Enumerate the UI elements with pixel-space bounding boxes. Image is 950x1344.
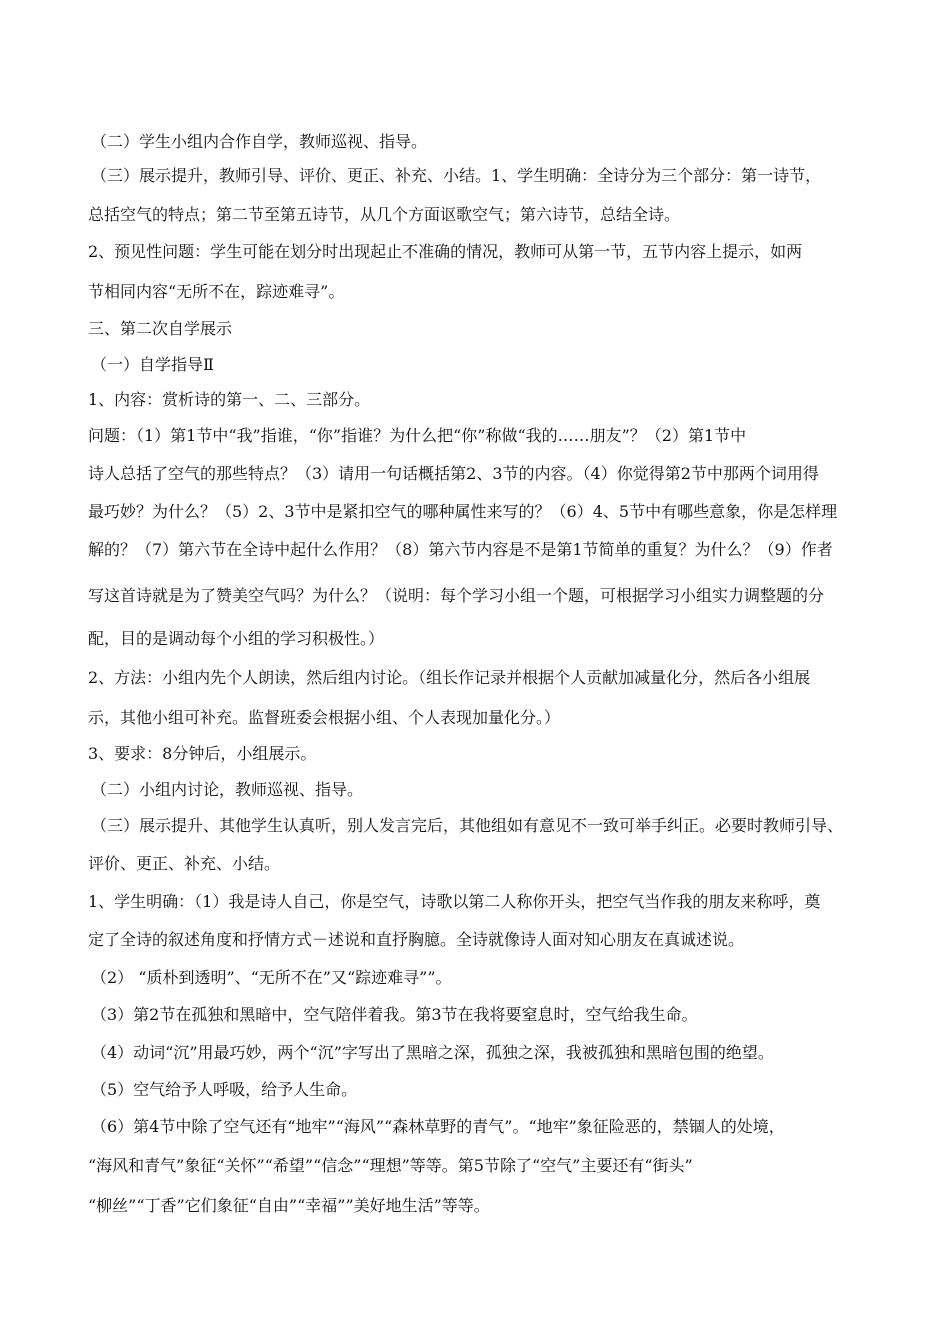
text-line: “柳丝”“丁香”它们象征“自由”“幸福””美好地生活”等等。 xyxy=(88,1196,490,1215)
section-heading: 三、第二次自学展示 xyxy=(88,319,233,338)
text-line: 2、预见性问题：学生可能在划分时出现起止不准确的情况，教师可从第一节，五节内容上提示，如两 xyxy=(88,242,803,261)
text-line: 配，目的是调动每个小组的学习积极性。） xyxy=(88,629,385,648)
text-line: 定了全诗的叙述角度和抒情方式－述说和直抒胸臆。全诗就像诗人面对知心朋友在真诚述说。 xyxy=(88,930,745,949)
text-line: 示，其他小组可补充。监督班委会根据小组、个人表现加量化分。） xyxy=(88,708,561,727)
text-line: （4）动词“沉”用最巧妙，两个“沉”字写出了黑暗之深，孤独之深，我被孤独和黑暗包围的绝望。 xyxy=(91,1043,774,1062)
text-line: 解的？（7）第六节在全诗中起什么作用？（8）第六节内容是不是第1节简单的重复？为什么？（9）作者 xyxy=(88,540,833,559)
text-line: （三）展示提升，教师引导、评价、更正、补充、小结。1、学生明确：全诗分为三个部分：第一诗节， xyxy=(91,166,822,185)
subsection-heading: （三）展示提升、其他学生认真听，别人发言完后，其他组如有意见不一致可举手纠正。必要时教师引导、 xyxy=(91,816,844,835)
text-line: 总括空气的特点；第二节至第五诗节，从几个方面讴歌空气；第六诗节，总结全诗。 xyxy=(88,205,681,224)
text-line: 节相同内容“无所不在，踪迹难寻”。 xyxy=(88,282,345,301)
text-line: （2） “质朴到透明”、“无所不在”又“踪迹难寻””。 xyxy=(91,968,452,987)
subsection-heading: （二）小组内讨论，教师巡视、指导。 xyxy=(91,780,364,799)
text-line: 评价、更正、补充、小结。 xyxy=(88,854,281,873)
text-line: （5）空气给予人呼吸，给予人生命。 xyxy=(91,1080,358,1099)
text-line: 诗人总括了空气的那些特点？（3）请用一句话概括第2、3节的内容。（4）你觉得第2节中那两个词用得 xyxy=(88,464,819,483)
text-line: （二）学生小组内合作自学，教师巡视、指导。 xyxy=(91,132,428,151)
text-line: （6）第4节中除了空气还有“地牢”“海风”“森林草野的青气”。“地牢”象征险恶的，禁锢人的处境， xyxy=(91,1117,785,1136)
text-line: 1、内容：赏析诗的第一、二、三部分。 xyxy=(88,390,371,409)
text-line: （3）第2节在孤独和黑暗中，空气陪伴着我。第3节在我将要窒息时，空气给我生命。 xyxy=(91,1005,698,1024)
text-line: “海风和青气”象征“关怀”“希望”“信念”“理想”等等。第5节除了“空气”主要还有“街头” xyxy=(88,1156,693,1175)
text-line: 写这首诗就是为了赞美空气吗？为什么？（说明：每个学习小组一个题，可根据学习小组实力调整题的分 xyxy=(88,586,825,605)
text-line: 问题：（1）第1节中“我”指谁，“你”指谁？为什么把“你”称做“我的……朋友”？（2）第1节中 xyxy=(88,426,747,445)
text-line: 2、方法：小组内先个人朗读，然后组内讨论。（组长作记录并根据个人贡献加减量化分，然后各小组展 xyxy=(88,668,811,687)
text-line: 1、学生明确：（1）我是诗人自己，你是空气，诗歌以第二人称你开头，把空气当作我的朋友来称呼，奠 xyxy=(88,892,821,911)
text-line: 最巧妙？为什么？（5）2、3节中是紧扣空气的哪种属性来写的？（6）4、5节中有哪些意象，你是怎样理 xyxy=(88,502,838,521)
text-line: 3、要求：8分钟后，小组展示。 xyxy=(88,744,317,763)
subsection-heading: （一）自学指导Ⅱ xyxy=(91,355,214,374)
